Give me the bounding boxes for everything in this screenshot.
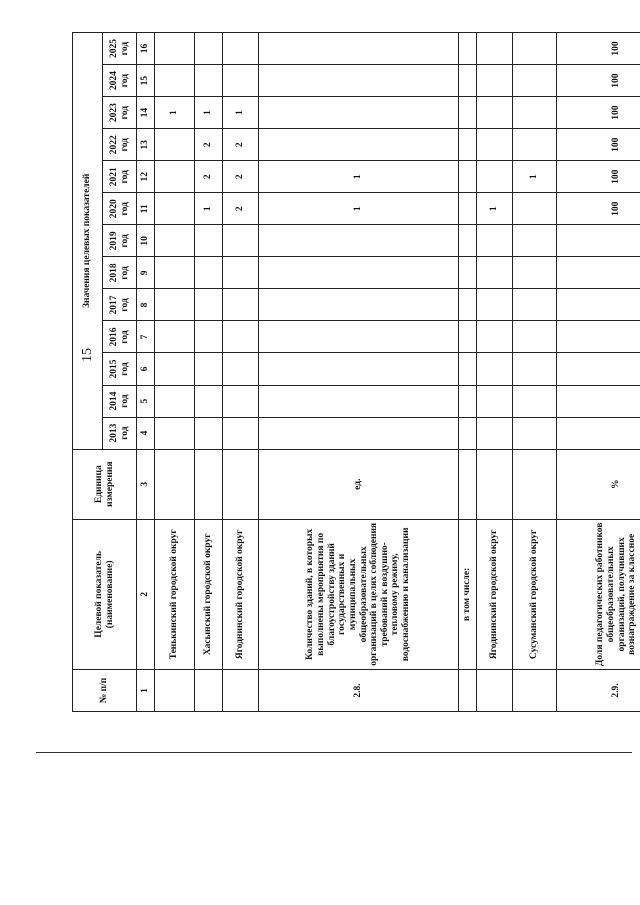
row-value: [459, 65, 477, 97]
row-value: [477, 33, 513, 65]
table-row: [259, 33, 459, 712]
row-unit: [195, 449, 223, 519]
row-value: [477, 129, 513, 161]
index-cell: 2: [137, 519, 155, 669]
row-value: [477, 353, 513, 385]
table-row: [459, 33, 477, 712]
indicators-table: [72, 32, 640, 712]
row-value: [259, 385, 459, 417]
index-row: [137, 33, 155, 712]
row-value: [513, 385, 557, 417]
row-value: [477, 257, 513, 289]
header-values-group: Значения целевых показателей: [73, 33, 103, 450]
row-value: [459, 321, 477, 353]
row-value: [155, 33, 195, 65]
row-value: [259, 33, 459, 65]
row-value: 2: [195, 129, 223, 161]
row-value: [195, 33, 223, 65]
header-year: 2016 год: [103, 321, 137, 353]
row-value: [223, 385, 259, 417]
row-indicator-name: Тенькинский городской округ: [155, 519, 195, 669]
row-value: [259, 417, 459, 449]
row-value: [155, 321, 195, 353]
row-value: [459, 129, 477, 161]
row-value: [223, 225, 259, 257]
page-separator-line: [36, 752, 632, 753]
index-cell: 15: [137, 65, 155, 97]
header-year: 2021 год: [103, 161, 137, 193]
header-num: № п/п: [73, 669, 137, 711]
header-indicator: Целевой показатель (наименование): [73, 519, 137, 669]
row-value: [477, 161, 513, 193]
row-value: [195, 289, 223, 321]
row-value: 2: [223, 129, 259, 161]
row-value: [557, 385, 640, 417]
row-value: [195, 65, 223, 97]
row-value: [259, 97, 459, 129]
row-value: [477, 97, 513, 129]
row-value: 1: [195, 97, 223, 129]
index-cell: 11: [137, 193, 155, 225]
header-year: 2025 год: [103, 33, 137, 65]
row-value: [513, 65, 557, 97]
row-value: [223, 353, 259, 385]
row-value: [259, 289, 459, 321]
row-value: [259, 257, 459, 289]
index-cell: 4: [137, 417, 155, 449]
row-value: [513, 417, 557, 449]
row-indicator-name: Количество зданий, в которых выполнены мероприятия по благоустройству зданий государственных и муниципальных общеобразовательных организаций в целях соблюдения требований к воздушно-тепловому режиму, водоснабжению и канализации: [259, 519, 459, 669]
row-value: 100: [557, 97, 640, 129]
header-year: 2022 год: [103, 129, 137, 161]
row-value: [513, 97, 557, 129]
row-number: [155, 669, 195, 711]
row-indicator-name: Доля педагогических работников общеобразовательных организаций, получивших вознаграждение за классное: [557, 519, 640, 669]
row-value: [513, 289, 557, 321]
row-value: [195, 353, 223, 385]
row-value: [513, 33, 557, 65]
row-value: [557, 257, 640, 289]
row-value: [223, 289, 259, 321]
header-year: 2014 год: [103, 385, 137, 417]
row-value: [259, 65, 459, 97]
row-unit: [155, 449, 195, 519]
row-value: [195, 417, 223, 449]
table-row: [223, 33, 259, 712]
row-value: [459, 33, 477, 65]
header-year: 2019 год: [103, 225, 137, 257]
row-value: [259, 225, 459, 257]
row-indicator-name: Ягоднинский городской округ: [477, 519, 513, 669]
row-value: [513, 257, 557, 289]
header-year: 2015 год: [103, 353, 137, 385]
row-value: 2: [223, 193, 259, 225]
index-cell: 16: [137, 33, 155, 65]
row-value: [223, 321, 259, 353]
row-value: [155, 225, 195, 257]
row-value: [223, 417, 259, 449]
row-value: [259, 353, 459, 385]
row-value: [195, 321, 223, 353]
header-year: 2013 год: [103, 417, 137, 449]
row-value: [195, 225, 223, 257]
row-value: [477, 321, 513, 353]
row-value: [557, 225, 640, 257]
row-unit: [223, 449, 259, 519]
row-value: [459, 193, 477, 225]
row-value: 1: [259, 193, 459, 225]
row-value: 2: [195, 161, 223, 193]
row-indicator-name: Хасынский городской округ: [195, 519, 223, 669]
row-unit: ед.: [259, 449, 459, 519]
row-value: [155, 129, 195, 161]
row-value: [513, 193, 557, 225]
header-year: 2020 год: [103, 193, 137, 225]
index-cell: 7: [137, 321, 155, 353]
table-row: [195, 33, 223, 712]
index-cell: 3: [137, 449, 155, 519]
row-value: 1: [259, 161, 459, 193]
index-cell: 9: [137, 257, 155, 289]
row-value: [557, 417, 640, 449]
row-value: [223, 65, 259, 97]
row-value: [477, 289, 513, 321]
header-year: 2017 год: [103, 289, 137, 321]
row-value: 100: [557, 129, 640, 161]
header-year: 2023 год: [103, 97, 137, 129]
row-value: [155, 385, 195, 417]
row-value: [195, 385, 223, 417]
row-number: [223, 669, 259, 711]
row-number: [513, 669, 557, 711]
index-cell: 10: [137, 225, 155, 257]
row-value: 100: [557, 33, 640, 65]
row-value: [513, 353, 557, 385]
row-value: [557, 321, 640, 353]
row-indicator-name: в том числе:: [459, 519, 477, 669]
row-value: [459, 257, 477, 289]
row-value: [459, 289, 477, 321]
row-value: [459, 225, 477, 257]
row-value: [259, 129, 459, 161]
row-value: [557, 289, 640, 321]
header-row-1: [73, 33, 103, 712]
row-value: [155, 193, 195, 225]
row-value: [459, 97, 477, 129]
row-indicator-name: Сусуманский городской округ: [513, 519, 557, 669]
row-unit: [477, 449, 513, 519]
row-value: [477, 385, 513, 417]
index-cell: 8: [137, 289, 155, 321]
row-value: [155, 65, 195, 97]
index-cell: 13: [137, 129, 155, 161]
row-value: 1: [155, 97, 195, 129]
index-cell: 12: [137, 161, 155, 193]
table-row: [477, 33, 513, 712]
table-row: [513, 33, 557, 712]
row-number: [459, 669, 477, 711]
row-value: [155, 257, 195, 289]
row-value: 2: [223, 161, 259, 193]
row-number: 2.9.: [557, 669, 640, 711]
row-value: [477, 225, 513, 257]
row-value: [459, 353, 477, 385]
row-value: [259, 321, 459, 353]
row-value: 1: [195, 193, 223, 225]
header-unit: Единица измерения: [73, 449, 137, 519]
row-value: [557, 353, 640, 385]
table-row: [155, 33, 195, 712]
row-value: [155, 353, 195, 385]
row-value: 1: [513, 161, 557, 193]
row-unit: [513, 449, 557, 519]
row-value: [155, 161, 195, 193]
row-indicator-name: Ягоднинский городской округ: [223, 519, 259, 669]
row-value: [513, 225, 557, 257]
row-number: 2.8.: [259, 669, 459, 711]
row-value: [223, 257, 259, 289]
row-value: [459, 161, 477, 193]
row-value: [459, 385, 477, 417]
index-cell: 6: [137, 353, 155, 385]
row-value: [513, 129, 557, 161]
index-cell: 1: [137, 669, 155, 711]
row-value: [155, 417, 195, 449]
row-value: [477, 417, 513, 449]
row-value: 100: [557, 161, 640, 193]
header-year: 2024 год: [103, 65, 137, 97]
index-cell: 14: [137, 97, 155, 129]
row-value: [195, 257, 223, 289]
page-number: 15: [80, 348, 95, 362]
index-cell: 5: [137, 385, 155, 417]
row-value: [155, 289, 195, 321]
row-value: 1: [477, 193, 513, 225]
row-unit: %: [557, 449, 640, 519]
row-number: [195, 669, 223, 711]
table-row: [557, 33, 640, 712]
rotated-table-container: [72, 32, 638, 712]
row-number: [477, 669, 513, 711]
row-value: 1: [223, 97, 259, 129]
row-value: 100: [557, 193, 640, 225]
row-value: 100: [557, 65, 640, 97]
table-body: [155, 33, 640, 712]
row-value: [459, 417, 477, 449]
row-value: [513, 321, 557, 353]
row-unit: [459, 449, 477, 519]
header-year: 2018 год: [103, 257, 137, 289]
row-value: [477, 65, 513, 97]
row-value: [223, 33, 259, 65]
